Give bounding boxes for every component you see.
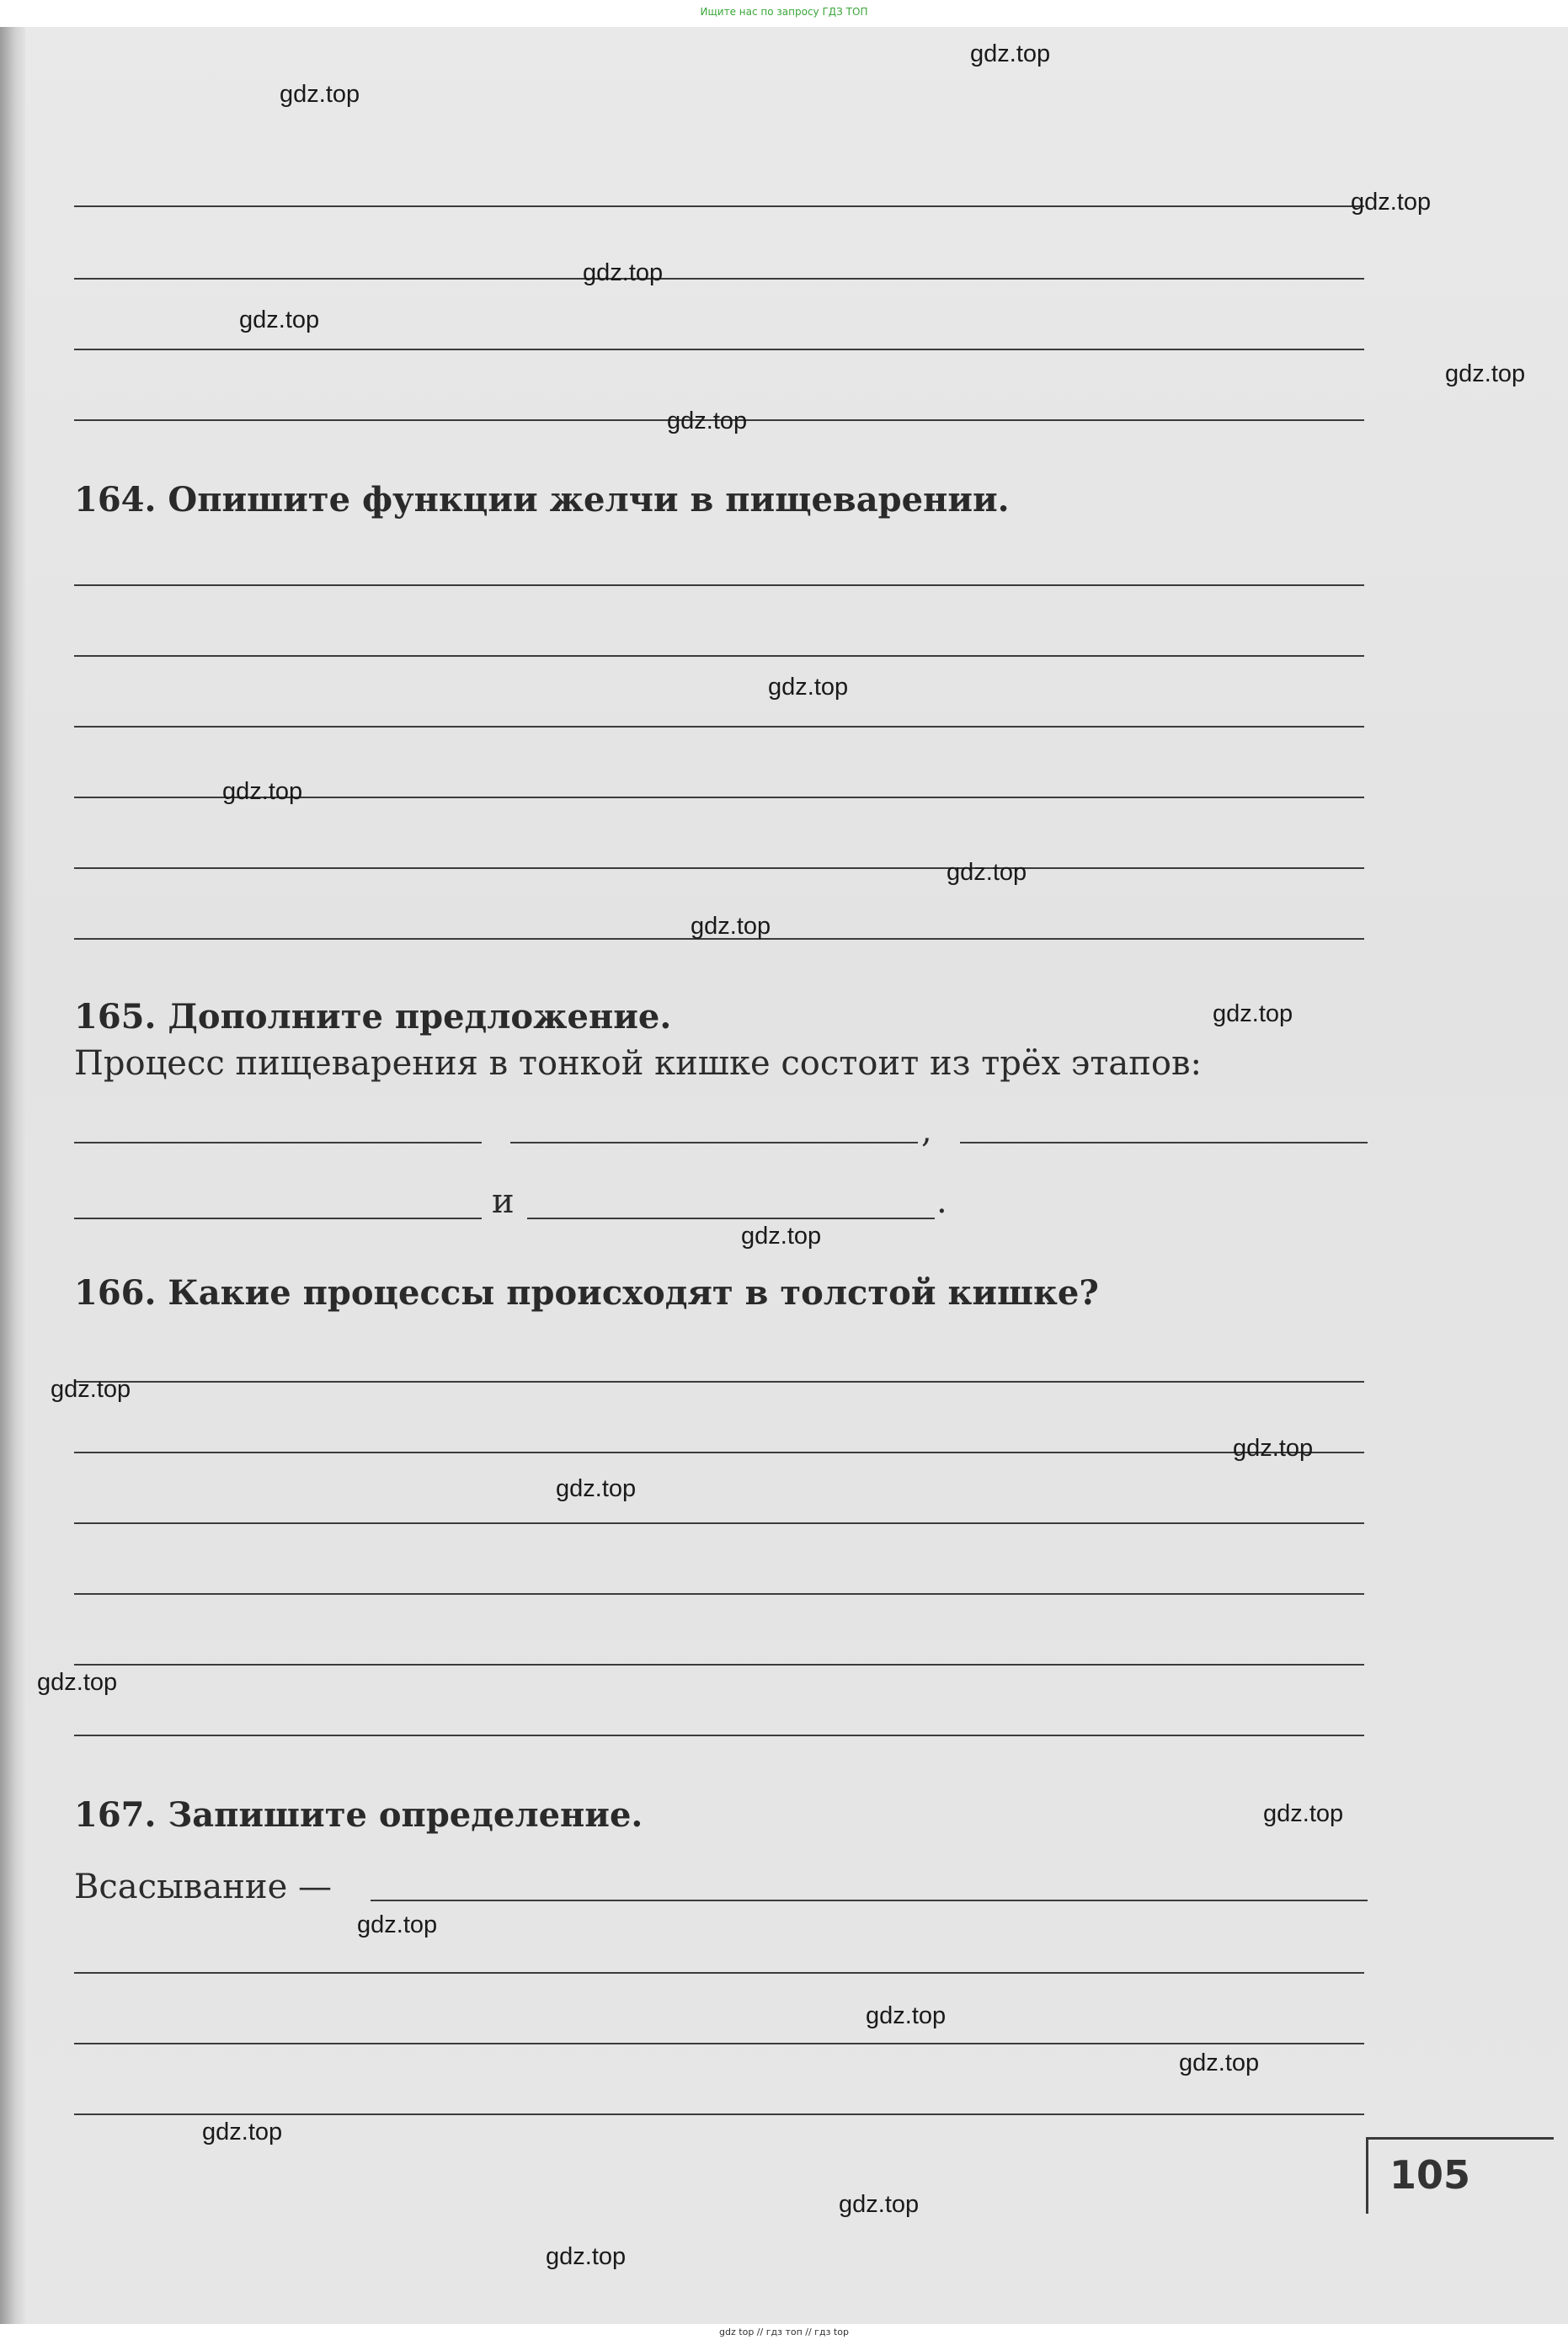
answer-line bbox=[74, 655, 1364, 657]
watermark: gdz.top bbox=[1213, 1000, 1293, 1027]
watermark: gdz.top bbox=[546, 2243, 627, 2270]
watermark: gdz.top bbox=[768, 674, 849, 701]
watermark: gdz.top bbox=[691, 913, 771, 940]
watermark: gdz.top bbox=[947, 859, 1027, 886]
question-167-title: 167. Запишите определение. bbox=[74, 1795, 643, 1835]
answer-line bbox=[527, 1218, 935, 1219]
answer-line bbox=[74, 867, 1364, 869]
watermark: gdz.top bbox=[1263, 1800, 1344, 1827]
answer-line bbox=[371, 1900, 1368, 1901]
question-166-title: 166. Какие процессы происходят в толстой кишке? bbox=[74, 1273, 1099, 1313]
watermark: gdz.top bbox=[37, 1669, 118, 1696]
answer-line bbox=[74, 278, 1364, 280]
watermark: gdz.top bbox=[51, 1376, 131, 1403]
answer-line bbox=[74, 205, 1364, 207]
answer-line bbox=[74, 1142, 482, 1143]
watermark: gdz.top bbox=[239, 306, 320, 333]
watermark: gdz.top bbox=[1233, 1435, 1314, 1462]
question-164-title: 164. Опишите функции желчи в пищеварении. bbox=[74, 480, 1010, 520]
page-number: 105 bbox=[1389, 2152, 1471, 2198]
answer-line bbox=[74, 1522, 1364, 1524]
watermark: gdz.top bbox=[202, 2119, 283, 2145]
answer-line bbox=[74, 2113, 1364, 2115]
answer-line bbox=[74, 584, 1364, 586]
period: . bbox=[936, 1182, 947, 1221]
question-167-term: Всасывание — bbox=[74, 1868, 332, 1906]
answer-line bbox=[74, 1452, 1364, 1453]
page-paper bbox=[19, 27, 1568, 2324]
comma: , bbox=[921, 1111, 932, 1150]
answer-line bbox=[74, 1972, 1364, 1974]
answer-line bbox=[74, 2043, 1364, 2044]
answer-line bbox=[74, 1664, 1364, 1666]
watermark: gdz.top bbox=[556, 1475, 637, 1502]
answer-line bbox=[74, 1218, 482, 1219]
question-165-text: Процесс пищеварения в тонкой кишке состоит из трёх этапов: bbox=[74, 1044, 1202, 1083]
binding-shadow bbox=[0, 27, 25, 2324]
question-165-title: 165. Дополните предложение. bbox=[74, 997, 672, 1037]
watermark: gdz.top bbox=[839, 2191, 920, 2218]
answer-line bbox=[960, 1142, 1368, 1143]
watermark: gdz.top bbox=[1445, 360, 1526, 387]
watermark: gdz.top bbox=[1351, 189, 1432, 216]
watermark: gdz.top bbox=[970, 40, 1051, 67]
watermark: gdz.top bbox=[583, 259, 664, 286]
watermark: gdz.top bbox=[741, 1223, 822, 1250]
conjunction: и bbox=[492, 1182, 515, 1221]
answer-line bbox=[74, 1735, 1364, 1736]
watermark: gdz.top bbox=[667, 408, 748, 434]
answer-line bbox=[74, 1593, 1364, 1595]
watermark: gdz.top bbox=[1179, 2049, 1260, 2076]
watermark: gdz.top bbox=[866, 2002, 947, 2029]
watermark: gdz.top bbox=[222, 778, 303, 805]
bottom-banner[interactable]: gdz top // гдз топ // гдз top bbox=[0, 2324, 1568, 2340]
answer-line bbox=[74, 349, 1364, 350]
top-banner[interactable]: Ищите нас по запросу ГДЗ ТОП bbox=[0, 0, 1568, 27]
answer-line bbox=[74, 1381, 1364, 1383]
watermark: gdz.top bbox=[357, 1911, 438, 1938]
watermark: gdz.top bbox=[280, 81, 360, 108]
answer-line bbox=[74, 726, 1364, 728]
answer-line bbox=[510, 1142, 918, 1143]
